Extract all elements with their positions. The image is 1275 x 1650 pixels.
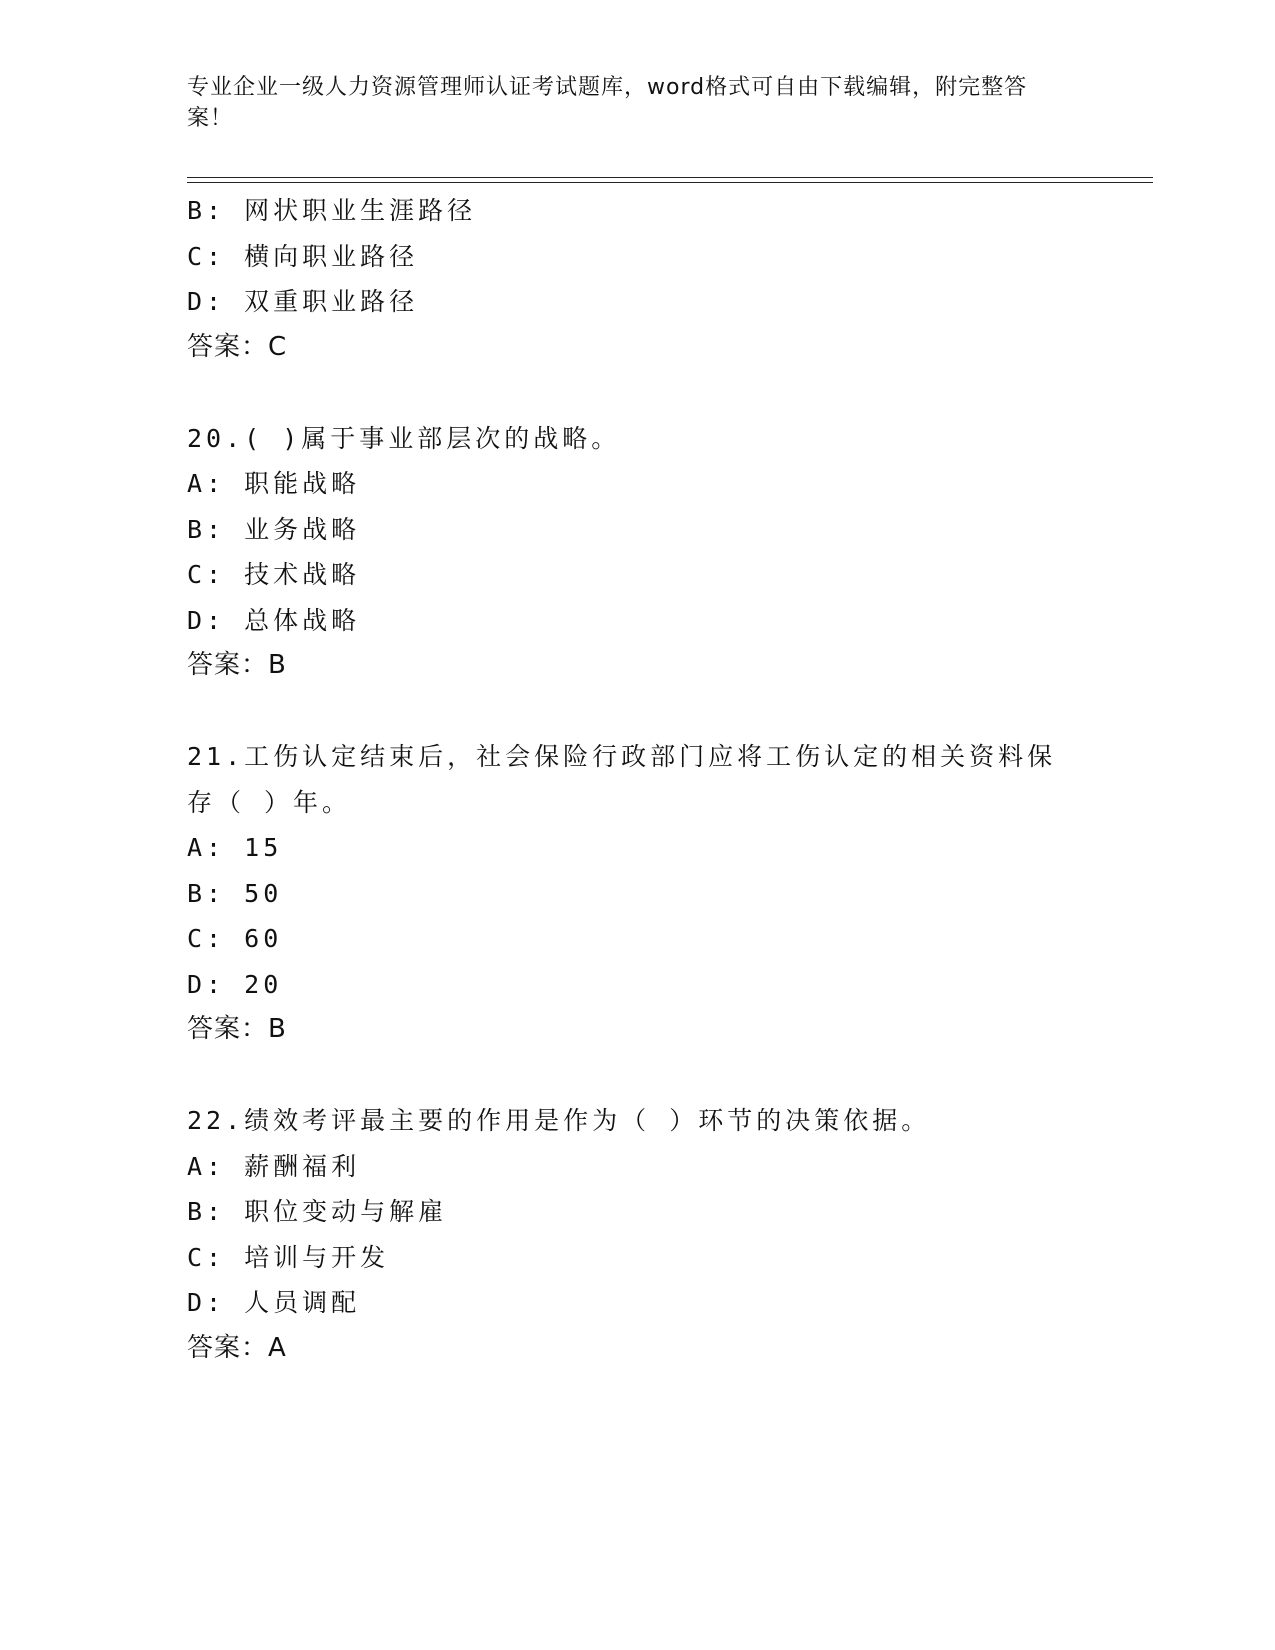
option-d: D: 总体战略 xyxy=(187,605,361,635)
option-b: B: 50 xyxy=(187,878,283,908)
spacer xyxy=(187,689,1153,735)
document-header: 专业企业一级人力资源管理师认证考试题库，word格式可自由下载编辑，附完整答案！ xyxy=(187,75,1028,131)
option-a: A: 薪酬福利 xyxy=(187,1151,361,1181)
option-c: C: 技术战略 xyxy=(187,560,361,589)
answer-line: 答案：B xyxy=(187,1014,287,1044)
question-text: 22.绩效考评最主要的作用是作为（ ）环节的决策依据。 xyxy=(187,1106,931,1135)
option-a: A: 15 xyxy=(187,833,283,862)
question-21 xyxy=(187,734,1153,1053)
option-c: C: 60 xyxy=(187,924,283,953)
option-d: D: 20 xyxy=(187,969,283,999)
option-d: D: 人员调配 xyxy=(187,1288,361,1317)
question-continued xyxy=(187,188,1153,370)
option-c: C: 培训与开发 xyxy=(187,1242,390,1272)
answer-line: 答案：B xyxy=(187,650,287,680)
question-text: 20.( )属于事业部层次的战略。 xyxy=(187,423,621,453)
option-d: D: 双重职业路径 xyxy=(187,287,419,316)
question-list xyxy=(187,188,1153,1371)
header-divider-top xyxy=(187,177,1153,178)
question-text: 21.工伤认定结束后，社会保险行政部门应将工伤认定的相关资料保存（ ）年。 xyxy=(187,742,1057,817)
question-22 xyxy=(187,1098,1153,1371)
option-b: B: 业务战略 xyxy=(187,514,361,544)
answer-line: 答案：C xyxy=(187,331,288,362)
answer-line: 答案：A xyxy=(187,1332,287,1363)
header-divider-bottom xyxy=(187,182,1153,183)
option-b: B: 网状职业生涯路径 xyxy=(187,196,477,225)
option-b: B: 职位变动与解雇 xyxy=(187,1197,448,1226)
option-c: C: 横向职业路径 xyxy=(187,241,419,271)
question-20 xyxy=(187,416,1153,689)
option-a: A: 职能战略 xyxy=(187,469,361,498)
spacer xyxy=(187,1053,1153,1099)
spacer xyxy=(187,370,1153,416)
